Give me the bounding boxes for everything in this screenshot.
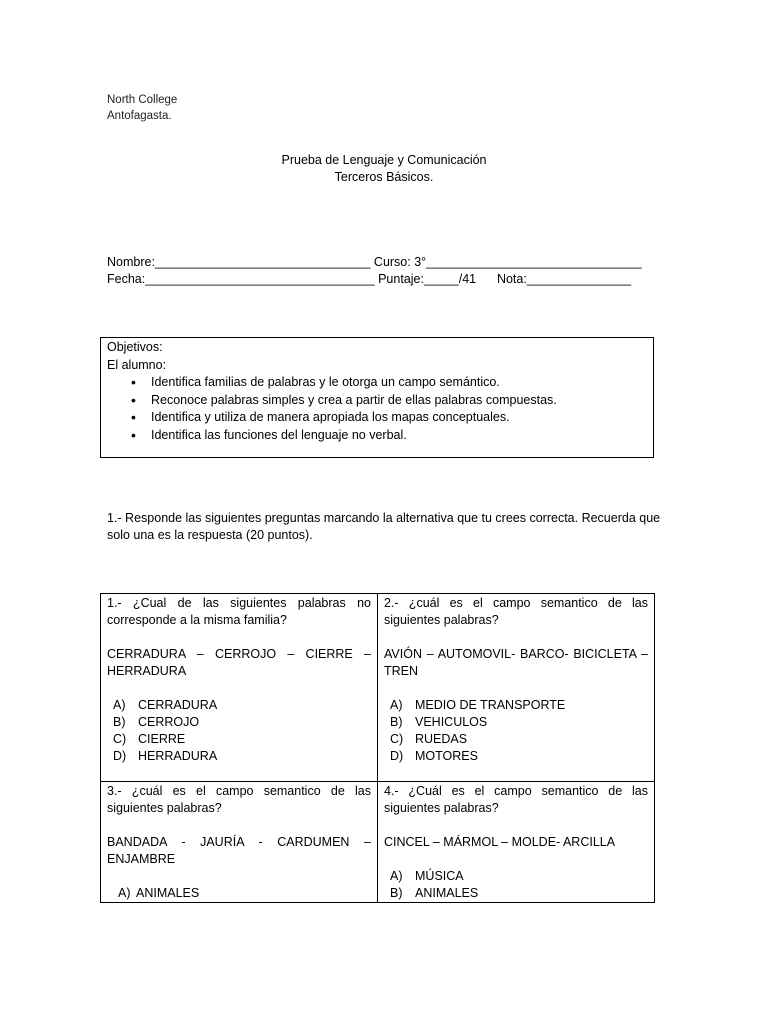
option-item[interactable] <box>390 868 648 885</box>
option-letter: B) <box>390 715 403 729</box>
option-letter: A) <box>118 886 131 900</box>
option-item[interactable] <box>390 885 648 902</box>
question-cell-3 <box>101 782 378 903</box>
objective-item: • Identifica y utiliza de manera apropiada los mapas conceptuales. <box>151 409 647 427</box>
school-city: Antofagasta. <box>107 110 172 122</box>
question-prompt: 4.- ¿Cuál es el campo semantico de las siguientes palabras? <box>384 784 648 815</box>
objectives-subject: El alumno: <box>107 357 167 372</box>
objective-item: • Identifica las funciones del lenguaje no verbal. <box>151 427 647 445</box>
table-row <box>101 594 655 782</box>
option-text: ANIMALES <box>415 886 479 900</box>
option-text: RUEDAS <box>415 732 468 746</box>
question-cell-4 <box>378 782 655 903</box>
table-row <box>101 782 655 903</box>
question-prompt: 2.- ¿cuál es el campo semantico de las siguientes palabras? <box>384 596 648 627</box>
option-text: ANIMALES <box>136 886 200 900</box>
option-letter: A) <box>390 869 403 883</box>
option-item[interactable] <box>113 697 371 714</box>
question-prompt: 1.- ¿Cual de las siguientes palabras no corresponde a la misma familia? <box>107 596 371 627</box>
school-header <box>107 92 177 124</box>
option-letter: A) <box>390 698 403 712</box>
question-words: CERRADURA – CERROJO – CIERRE – HERRADURA <box>107 647 371 678</box>
section-instruction: 1.- Responde las siguientes preguntas marcando la alternativa que tu crees correcta. Recuerda que solo una es la respuesta (20 puntos). <box>107 511 661 542</box>
title-line-1: Prueba de Lenguaje y Comunicación <box>281 153 487 167</box>
options-list <box>384 868 648 902</box>
option-item[interactable] <box>113 748 371 765</box>
option-item[interactable] <box>113 714 371 731</box>
option-letter: C) <box>390 732 404 746</box>
question-words: CINCEL – MÁRMOL – MOLDE- ARCILLA <box>384 835 616 849</box>
option-letter: B) <box>390 886 403 900</box>
date-score-row: Fecha:_________________________________ Puntaje:_____/41 Nota:_______________ <box>107 272 632 286</box>
option-text: CIERRE <box>138 732 186 746</box>
objectives-list <box>107 374 647 444</box>
option-text: CERRADURA <box>138 698 218 712</box>
option-text: MOTORES <box>415 749 478 763</box>
question-words: AVIÓN – AUTOMOVIL- BARCO- BICICLETA – TREN <box>384 647 648 678</box>
questions-table <box>100 593 655 903</box>
option-letter: D) <box>113 749 127 763</box>
student-fields <box>107 254 642 288</box>
option-text: MÚSICA <box>415 869 464 883</box>
question-words: BANDADA - JAURÍA - CARDUMEN – ENJAMBRE <box>107 835 371 866</box>
option-letter: D) <box>390 749 404 763</box>
option-item[interactable] <box>390 731 648 748</box>
option-item[interactable] <box>390 748 648 765</box>
option-letter: C) <box>113 732 127 746</box>
option-item[interactable] <box>390 714 648 731</box>
options-list <box>384 697 648 765</box>
option-letter: B) <box>113 715 126 729</box>
option-text: MEDIO DE TRANSPORTE <box>415 698 566 712</box>
option-text: CERROJO <box>138 715 200 729</box>
option-letter: A) <box>113 698 126 712</box>
document-title <box>0 152 768 186</box>
options-list <box>107 697 371 765</box>
title-line-2: Terceros Básicos. <box>334 170 434 184</box>
school-name: North College <box>107 94 178 106</box>
objective-item: • Reconoce palabras simples y crea a partir de ellas palabras compuestas. <box>151 392 647 410</box>
option-text: VEHICULOS <box>415 715 488 729</box>
option-item[interactable] <box>113 731 371 748</box>
objectives-heading: Objetivos: <box>107 340 163 354</box>
options-list <box>107 885 371 902</box>
question-cell-1 <box>101 594 378 782</box>
question-cell-2 <box>378 594 655 782</box>
question-prompt: 3.- ¿cuál es el campo semantico de las siguientes palabras? <box>107 784 371 815</box>
objectives-box <box>100 337 654 458</box>
option-text: HERRADURA <box>138 749 218 763</box>
option-item[interactable] <box>390 697 648 714</box>
objective-item: • Identifica familias de palabras y le otorga un campo semántico. <box>151 374 647 392</box>
name-course-row: Nombre:_______________________________ Curso: 3°_______________________________ <box>107 255 642 269</box>
option-item[interactable] <box>118 885 371 902</box>
